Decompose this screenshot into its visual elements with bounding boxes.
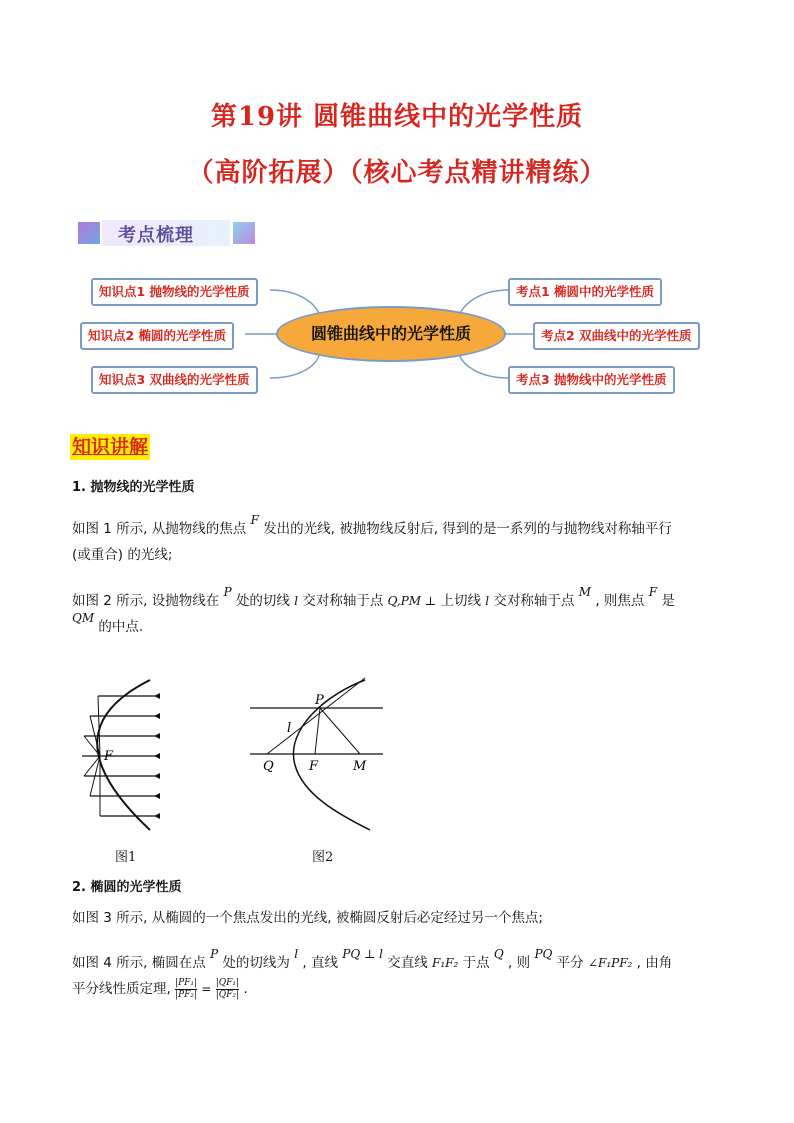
banner-decoration-left [78,222,100,244]
mindmap-node-left-2: 知识点2 椭圆的光学性质 [80,322,234,350]
text-run: 于点 [462,955,490,971]
ellipse-paragraph-1 [72,905,722,931]
figure-1-caption: 图1 [115,850,137,865]
parabola-heading: 1. 抛物线的光学性质 [72,480,195,495]
mindmap-node-left-1: 知识点1 抛物线的光学性质 [91,278,258,306]
text-run: 如图 3 所示, 从椭圆的一个焦点发出的光线, 被椭圆反射后必定经过另一个焦点; [72,910,543,926]
figure-2-caption: 图2 [312,850,334,865]
math-F: F [648,585,658,599]
figure-2-label-l: l [287,721,292,736]
mindmap-node-right-1: 考点1 椭圆中的光学性质 [508,278,662,306]
math-P: P [223,585,232,599]
math-PQ: PQ [534,947,553,961]
fraction-denominator: |PF₂| [175,989,198,1000]
parabola-paragraph-2 [72,585,722,640]
section-banner [78,218,256,248]
mindmap-node-right-2: 考点2 双曲线中的光学性质 [533,322,700,350]
math-QPM: Q,PM ⊥ [387,594,437,608]
figure-2-label-Q: Q [263,759,274,774]
banner-decoration-right [233,222,255,244]
mindmap-node-right-3: 考点3 抛物线中的光学性质 [508,366,675,394]
parabola-paragraph-1 [72,513,722,568]
figure-2-tangent-normal [245,670,385,835]
mindmap-node-left-3: 知识点3 双曲线的光学性质 [91,366,258,394]
text-run: 是 [661,593,675,609]
ellipse-heading: 2. 椭圆的光学性质 [72,880,182,895]
figure-1-parabola-reflection [70,670,170,840]
text-run: 发出的光线, 被抛物线反射后, 得到的是一系列的与抛物线对称轴平行 [263,521,672,537]
math-F1F2: F₁F₂ [432,956,459,970]
text-run: 如图 1 所示, 从抛物线的焦点 [72,521,247,537]
math-l: l [294,947,299,961]
figure-2-label-F: F [309,759,319,774]
text-run: 平分 [556,955,584,971]
figure-2-label-P: P [315,693,324,708]
text-run: , 则焦点 [595,593,645,609]
text-run: 的中点. [98,619,144,635]
math-l: l [294,594,299,608]
text-run: 上切线 [440,593,481,609]
page-title: 第19讲 圆锥曲线中的光学性质 [210,102,584,132]
math-angle-F1PF2: ∠F₁PF₂ [587,956,633,970]
text-run: , 则 [508,955,531,971]
math-F: F [250,513,259,527]
text-run: 如图 2 所示, 设抛物线在 [72,593,220,609]
ellipse-paragraph-2 [72,947,722,1002]
text-run: 处的切线 [235,593,290,609]
page-subtitle: （高阶拓展）（核心考点精讲精练） [187,158,607,188]
text-run: 平分线性质定理, [72,981,171,997]
mind-map [0,260,794,400]
math-PQ-perp-l: PQ ⊥ l [342,947,383,961]
text-run: 交对称轴于点 [302,593,384,609]
figure-1-label-F: F [104,749,114,764]
math-l: l [485,594,490,608]
math-M: M [578,585,592,599]
text-run: 交对称轴于点 [493,593,575,609]
math-QM: QM [72,611,95,625]
fraction-PF [175,978,197,1001]
equals-sign: = [201,982,212,996]
fraction-denominator: |QF₂| [215,989,240,1000]
text-run: , 直线 [302,955,338,971]
figure-2-label-M: M [353,759,367,774]
mindmap-center: 圆锥曲线中的光学性质 [276,306,506,362]
math-Q: Q [493,947,504,961]
text-run: 如图 4 所示, 椭圆在点 [72,955,206,971]
fraction-numerator: |PF₁| [175,977,198,988]
text-run: 交直线 [387,955,428,971]
banner-label: 考点梳理 [118,225,194,246]
math-P: P [210,947,219,961]
section-heading: 知识讲解 [72,436,149,458]
fraction-QF [216,978,239,1001]
text-run: 处的切线为 [222,955,290,971]
text-run: , 由角 [636,955,673,971]
text-run: (或重合) 的光线; [72,547,173,563]
text-run: . [243,981,248,997]
fraction-numerator: |QF₁| [215,977,240,988]
